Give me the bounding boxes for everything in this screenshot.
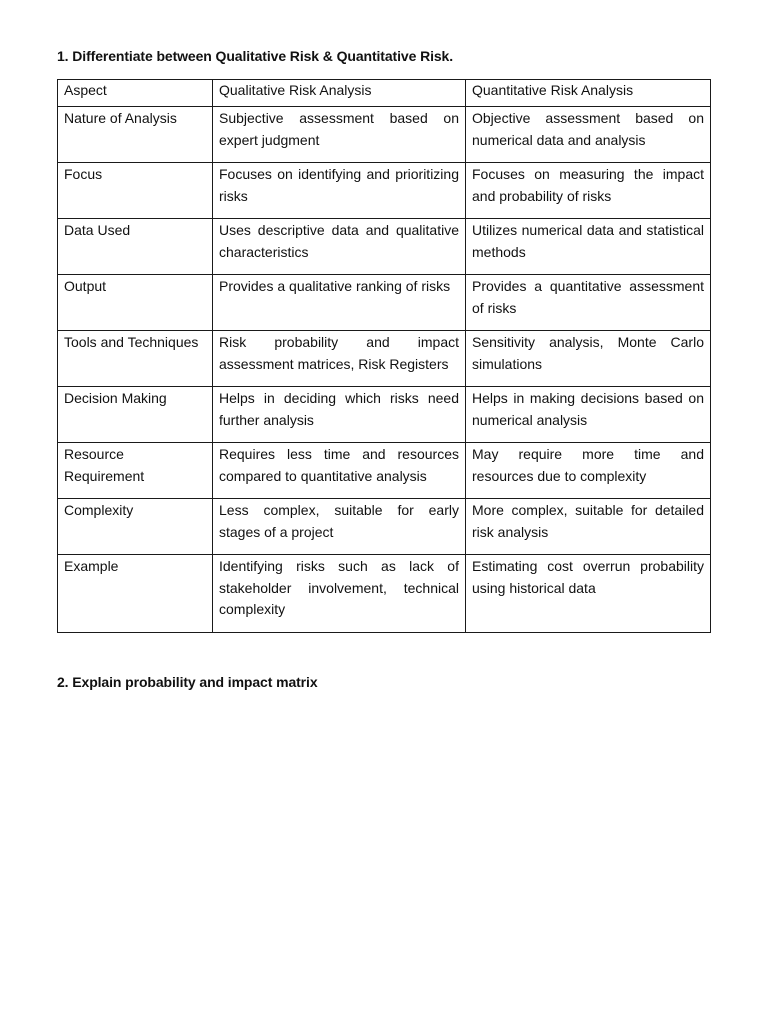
table-row	[58, 387, 711, 443]
cell-quantitative: Provides a quantitative assessment of risks	[466, 275, 711, 331]
header-quantitative: Quantitative Risk Analysis	[466, 80, 711, 107]
cell-quantitative: Objective assessment based on numerical data and analysis	[466, 107, 711, 163]
cell-qualitative: Identifying risks such as lack of stakeholder involvement, technical complexity	[213, 555, 466, 633]
header-aspect: Aspect	[58, 80, 213, 107]
table-header-row	[58, 80, 711, 107]
cell-qualitative: Helps in deciding which risks need further analysis	[213, 387, 466, 443]
table-row	[58, 219, 711, 275]
cell-qualitative: Risk probability and impact assessment matrices, Risk Registers	[213, 331, 466, 387]
table-row	[58, 107, 711, 163]
table-row	[58, 331, 711, 387]
cell-aspect: Output	[58, 275, 213, 331]
cell-quantitative: Utilizes numerical data and statistical methods	[466, 219, 711, 275]
header-qualitative: Qualitative Risk Analysis	[213, 80, 466, 107]
comparison-table	[57, 79, 711, 633]
cell-aspect: Tools and Techniques	[58, 331, 213, 387]
cell-qualitative: Requires less time and resources compared to quantitative analysis	[213, 443, 466, 499]
cell-qualitative: Less complex, suitable for early stages of a project	[213, 499, 466, 555]
cell-qualitative: Provides a qualitative ranking of risks	[213, 275, 466, 331]
question-2-heading: 2. Explain probability and impact matrix	[57, 674, 318, 690]
cell-aspect: Focus	[58, 163, 213, 219]
cell-aspect: Nature of Analysis	[58, 107, 213, 163]
table-row	[58, 163, 711, 219]
cell-quantitative: Helps in making decisions based on numerical analysis	[466, 387, 711, 443]
table-row	[58, 443, 711, 499]
cell-qualitative: Subjective assessment based on expert judgment	[213, 107, 466, 163]
cell-qualitative: Focuses on identifying and prioritizing risks	[213, 163, 466, 219]
table-row	[58, 275, 711, 331]
table-row	[58, 555, 711, 633]
cell-quantitative: May require more time and resources due to complexity	[466, 443, 711, 499]
question-1-heading: 1. Differentiate between Qualitative Risk & Quantitative Risk.	[57, 48, 454, 64]
cell-quantitative: Estimating cost overrun probability using historical data	[466, 555, 711, 633]
cell-quantitative: Sensitivity analysis, Monte Carlo simulations	[466, 331, 711, 387]
cell-quantitative: More complex, suitable for detailed risk analysis	[466, 499, 711, 555]
cell-aspect: Resource Requirement	[58, 443, 213, 499]
cell-quantitative: Focuses on measuring the impact and probability of risks	[466, 163, 711, 219]
cell-aspect: Data Used	[58, 219, 213, 275]
cell-aspect: Decision Making	[58, 387, 213, 443]
cell-aspect: Example	[58, 555, 213, 633]
cell-qualitative: Uses descriptive data and qualitative characteristics	[213, 219, 466, 275]
cell-aspect: Complexity	[58, 499, 213, 555]
table-row	[58, 499, 711, 555]
